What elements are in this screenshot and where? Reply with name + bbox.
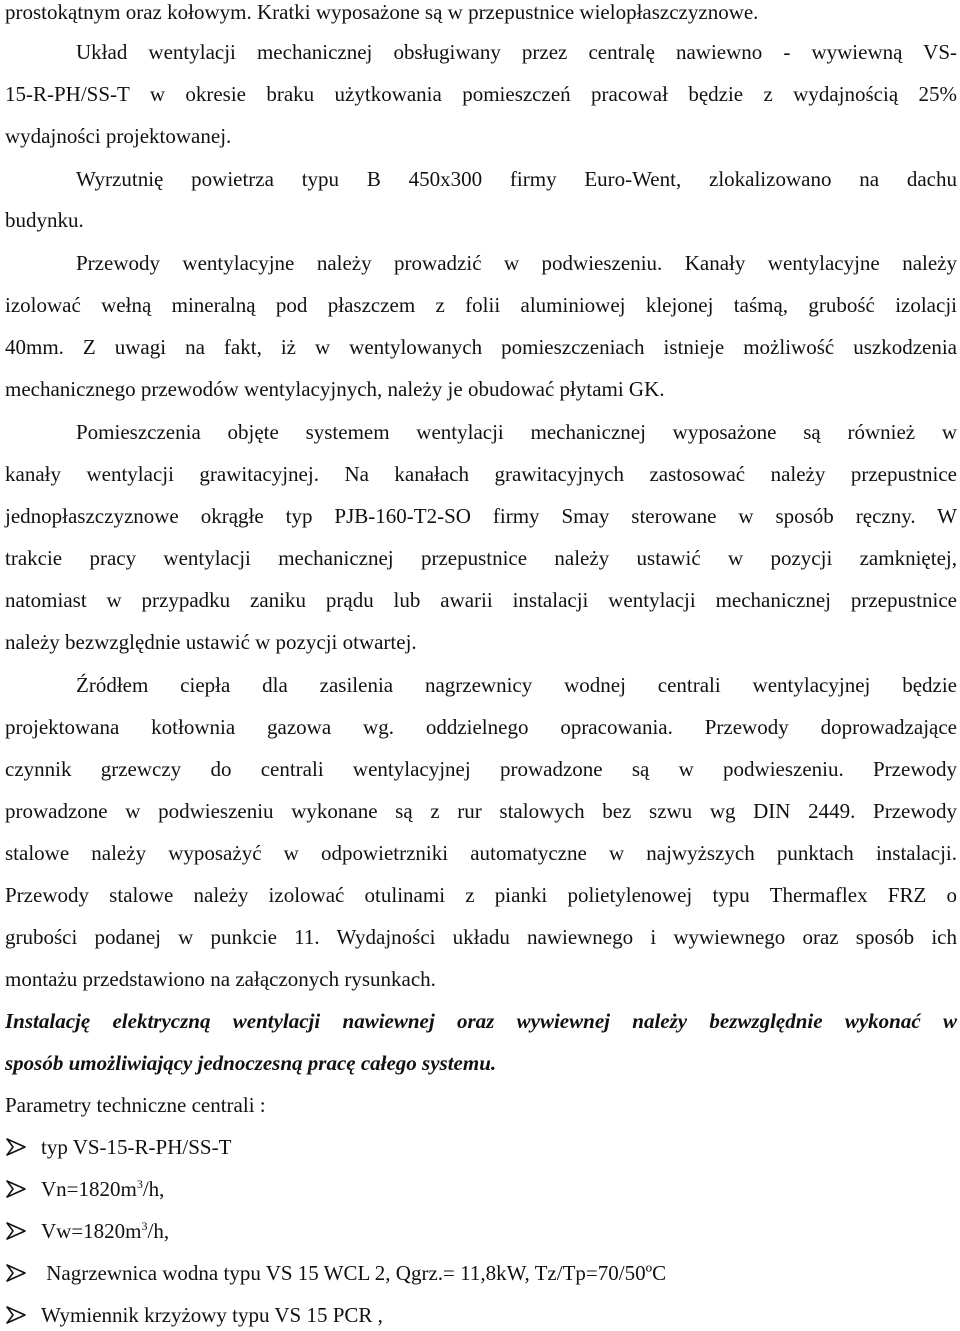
flow-value: Vn=1820m	[41, 1177, 137, 1201]
paragraph-4-line-1: Przewody wentylacyjne należy prowadzić w podwieszeniu. Kanały wentylacyjne należy	[76, 251, 957, 275]
emphasis-line-1: Instalację elektryczną wentylacji nawiewnej oraz wywiewnej należy bezwzględnie wykonać w	[5, 1009, 957, 1033]
paragraph-3-line-1: Wyrzutnię powietrza typu B 450x300 firmy Euro-Went, zlokalizowano na dachu	[76, 167, 957, 191]
list-item-text: Nagrzewnica wodna typu VS 15 WCL 2, Qgrz.= 11,8kW, Tz/Tp=70/50ºC	[41, 1261, 667, 1285]
list-item-text	[41, 1216, 169, 1246]
paragraph-5-line-6: należy bezwzględnie ustawić w pozycji otwartej.	[5, 630, 417, 654]
list-item-text	[41, 1174, 164, 1204]
paragraph-6-line-8: montażu przedstawiono na załączonych rysunkach.	[5, 967, 436, 991]
paragraph-2-line-1: Układ wentylacji mechanicznej obsługiwany przez centralę nawiewno - wywiewną VS-	[76, 40, 957, 64]
flow-value: Vw=1820m	[41, 1219, 142, 1243]
flow-unit: /h,	[147, 1219, 170, 1243]
emphasis-line-2: sposób umożliwiający jednoczesną pracę całego systemu.	[5, 1051, 497, 1075]
paragraph-5-line-5: natomiast w przypadku zaniku prądu lub awarii instalacji wentylacji mechanicznej przepustnice	[5, 588, 957, 612]
paragraph-4-line-2: izolować wełną mineralną pod płaszczem z folii aluminiowej klejonej taśmą, grubość izolacji	[5, 293, 957, 317]
arrowhead-bullet-icon	[5, 1136, 27, 1158]
list-item-text: typ VS-15-R-PH/SS-T	[41, 1135, 232, 1159]
arrowhead-bullet-icon	[5, 1178, 27, 1200]
paragraph-6-line-3: czynnik grzewczy do centrali wentylacyjnej prowadzone są w podwieszeniu. Przewody	[5, 757, 957, 781]
exponent: 3	[141, 1219, 148, 1233]
exponent: 3	[136, 1177, 143, 1191]
paragraph-3-line-2: budynku.	[5, 208, 84, 232]
paragraph-5-line-2: kanały wentylacji grawitacyjnej. Na kanałach grawitacyjnych zastosować należy przepustnice	[5, 462, 957, 486]
paragraph-6-line-4: prowadzone w podwieszeniu wykonane są z rur stalowych bez szwu wg DIN 2449. Przewody	[5, 799, 957, 823]
paragraph-6-line-2: projektowana kotłownia gazowa wg. oddzielnego opracowania. Przewody doprowadzające	[5, 715, 957, 739]
paragraph-4-line-4: mechanicznego przewodów wentylacyjnych, należy je obudować płytami GK.	[5, 377, 665, 401]
paragraph-5-line-1: Pomieszczenia objęte systemem wentylacji mechanicznej wyposażone są również w	[76, 420, 957, 444]
paragraph-1-line-1: prostokątnym oraz kołowym. Kratki wyposażone są w przepustnice wielopłaszczyznowe.	[5, 0, 759, 24]
paragraph-6-line-6: Przewody stalowe należy izolować otulinami z pianki polietylenowej typu Thermaflex FRZ o	[5, 883, 957, 907]
paragraph-5-line-4: trakcie pracy wentylacji mechanicznej przepustnice należy ustawić w pozycji zamkniętej,	[5, 546, 957, 570]
parameters-heading: Parametry techniczne centrali :	[5, 1093, 266, 1117]
paragraph-6-line-1: Źródłem ciepła dla zasilenia nagrzewnicy wodnej centrali wentylacyjnej będzie	[76, 673, 957, 697]
flow-unit: /h,	[142, 1177, 165, 1201]
paragraph-4-line-3: 40mm. Z uwagi na fakt, iż w wentylowanych pomieszczeniach istnieje możliwość uszkodzenia	[5, 335, 957, 359]
paragraph-6-line-7: grubości podanej w punkcie 11. Wydajności układu nawiewnego i wywiewnego oraz sposób ich	[5, 925, 957, 949]
paragraph-6-line-5: stalowe należy wyposażyć w odpowietrzniki automatyczne w najwyższych punktach instalacji.	[5, 841, 957, 865]
paragraph-2-line-3: wydajności projektowanej.	[5, 124, 232, 148]
paragraph-2-line-2: 15-R-PH/SS-T w okresie braku użytkowania pomieszczeń pracował będzie z wydajnością 25%	[5, 82, 957, 106]
paragraph-5-line-3: jednopłaszczyznowe okrągłe typ PJB-160-T2-SO firmy Smay sterowane w sposób ręczny. W	[5, 504, 957, 528]
arrowhead-bullet-icon	[5, 1220, 27, 1242]
arrowhead-bullet-icon	[5, 1304, 27, 1326]
arrowhead-bullet-icon	[5, 1262, 27, 1284]
list-item-text: Wymiennik krzyżowy typu VS 15 PCR ,	[41, 1303, 383, 1327]
